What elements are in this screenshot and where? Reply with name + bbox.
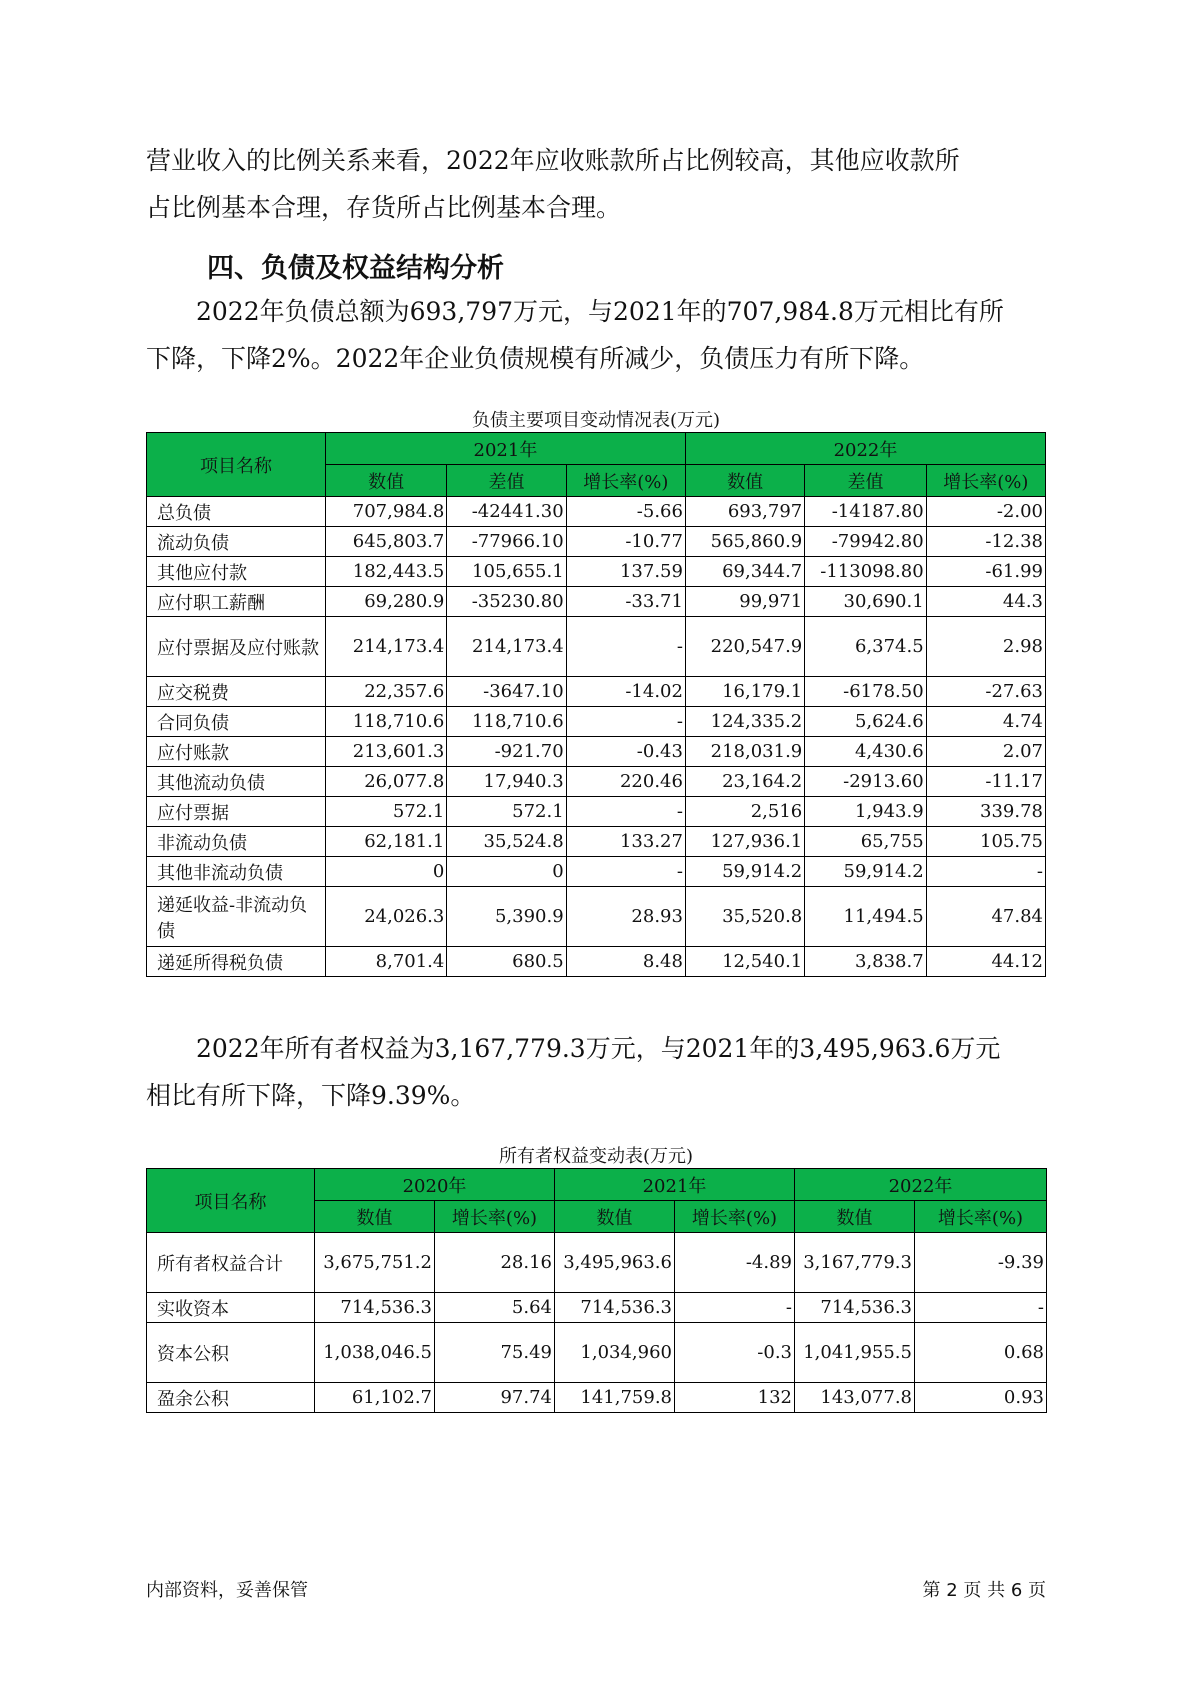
table-cell: 182,443.5 [325,557,446,587]
table-cell: -14187.80 [805,497,926,527]
row-label: 资本公积 [147,1323,315,1383]
table-cell: 35,520.8 [685,887,804,947]
table-cell: 35,524.8 [447,827,566,857]
table-row [147,887,1046,947]
table-cell: -2.00 [926,497,1045,527]
table-cell: -14.02 [566,677,685,707]
table-cell: 118,710.6 [447,707,566,737]
table-cell: 16,179.1 [685,677,804,707]
table-cell: 75.49 [435,1323,555,1383]
table-cell: 5,390.9 [447,887,566,947]
table-cell: 339.78 [926,797,1045,827]
table-cell: 4,430.6 [805,737,926,767]
liability-paragraph [146,288,1046,382]
table-cell: -2913.60 [805,767,926,797]
table-cell: 1,034,960 [555,1323,675,1383]
table-cell: 44.12 [926,947,1045,977]
table-cell: 565,860.9 [685,527,804,557]
table-cell: -79942.80 [805,527,926,557]
table-cell: 62,181.1 [325,827,446,857]
sub-header: 增长率(%) [435,1201,555,1233]
row-label: 应交税费 [147,677,326,707]
table-row [147,1233,1047,1293]
year-header: 2022年 [795,1169,1047,1201]
sub-header: 增长率(%) [566,465,685,497]
table-cell: 24,026.3 [325,887,446,947]
table-cell: -10.77 [566,527,685,557]
table-cell: 69,344.7 [685,557,804,587]
table-cell: 17,940.3 [447,767,566,797]
table-cell: -11.17 [926,767,1045,797]
table-cell: 0.68 [915,1323,1047,1383]
table-cell: 0 [447,857,566,887]
row-label: 应付职工薪酬 [147,587,326,617]
table-row [147,797,1046,827]
table-cell: 143,077.8 [795,1383,915,1413]
row-label: 其他非流动负债 [147,857,326,887]
table-cell: -27.63 [926,677,1045,707]
table-cell: 105,655.1 [447,557,566,587]
table-row [147,677,1046,707]
sub-header: 数值 [315,1201,435,1233]
table-cell: 8,701.4 [325,947,446,977]
table-cell: 572.1 [447,797,566,827]
table-cell: - [566,797,685,827]
table-row [147,827,1046,857]
table-row [147,1323,1047,1383]
table-row [147,767,1046,797]
table-cell: 30,690.1 [805,587,926,617]
row-label: 应付账款 [147,737,326,767]
table-cell: 214,173.4 [325,617,446,677]
table-cell: 65,755 [805,827,926,857]
table-cell: -61.99 [926,557,1045,587]
table-cell: 3,675,751.2 [315,1233,435,1293]
footer-confidential-note: 内部资料，妥善保管 [146,1580,308,1601]
sub-header: 差值 [805,465,926,497]
table-row [147,707,1046,737]
table-row [147,857,1046,887]
year-header: 2022年 [685,433,1045,465]
table-cell: 118,710.6 [325,707,446,737]
table-cell: -77966.10 [447,527,566,557]
table-cell: 12,540.1 [685,947,804,977]
table-cell: 0.93 [915,1383,1047,1413]
table-cell: 8.48 [566,947,685,977]
table-cell: 61,102.7 [315,1383,435,1413]
table-cell: 132 [675,1383,795,1413]
row-label: 实收资本 [147,1293,315,1323]
table-row [147,497,1046,527]
row-label: 递延收益-非流动负债 [147,887,326,947]
table-cell: 2.98 [926,617,1045,677]
equity-line-2: 相比有所下降，下降9.39%。 [146,1081,476,1110]
row-label: 递延所得税负债 [147,947,326,977]
table-cell: 133.27 [566,827,685,857]
table-cell: 23,164.2 [685,767,804,797]
equity-paragraph [146,1025,1046,1119]
table-cell: -0.43 [566,737,685,767]
row-label: 非流动负债 [147,827,326,857]
table-cell: 213,601.3 [325,737,446,767]
table-cell: 127,936.1 [685,827,804,857]
table-cell: -6178.50 [805,677,926,707]
row-label: 其他应付款 [147,557,326,587]
intro-line-2: 占比例基本合理，存货所占比例基本合理。 [146,193,622,222]
table-cell: - [675,1293,795,1323]
table-cell: 44.3 [926,587,1045,617]
table-cell: 5,624.6 [805,707,926,737]
year-header: 2020年 [315,1169,555,1201]
intro-line-1: 营业收入的比例关系来看，2022年应收账款所占比例较高，其他应收款所 [146,146,960,175]
equity-table [146,1168,1047,1413]
table-cell: -12.38 [926,527,1045,557]
table-cell: 105.75 [926,827,1045,857]
table-cell: 2,516 [685,797,804,827]
table-cell: 3,167,779.3 [795,1233,915,1293]
table-cell: -4.89 [675,1233,795,1293]
intro-paragraph [146,137,1046,231]
table-cell: 97.74 [435,1383,555,1413]
table-cell: 4.74 [926,707,1045,737]
table-cell: 220,547.9 [685,617,804,677]
table-cell: -0.3 [675,1323,795,1383]
table-row [147,1293,1047,1323]
table-row [147,947,1046,977]
sub-header: 数值 [685,465,804,497]
item-name-header: 项目名称 [147,433,326,497]
table-cell: -35230.80 [447,587,566,617]
sub-header: 差值 [447,465,566,497]
table-cell: 707,984.8 [325,497,446,527]
liability-line-1: 2022年负债总额为693,797万元，与2021年的707,984.8万元相比有所 [196,297,1004,326]
table-cell: - [915,1293,1047,1323]
table-cell: 124,335.2 [685,707,804,737]
table-cell: 1,041,955.5 [795,1323,915,1383]
row-label: 应付票据 [147,797,326,827]
liability-table [146,432,1046,977]
table-row [147,557,1046,587]
table-row [147,587,1046,617]
table-cell: 3,495,963.6 [555,1233,675,1293]
table-cell: - [566,617,685,677]
table-cell: 59,914.2 [805,857,926,887]
table-cell: - [566,707,685,737]
row-label: 总负债 [147,497,326,527]
table-cell: 714,536.3 [555,1293,675,1323]
table-cell: -5.66 [566,497,685,527]
row-label: 其他流动负债 [147,767,326,797]
section-heading: 四、负债及权益结构分析 [207,253,504,284]
table-cell: 714,536.3 [315,1293,435,1323]
table-cell: 99,971 [685,587,804,617]
table-cell: 714,536.3 [795,1293,915,1323]
row-label: 合同负债 [147,707,326,737]
table-cell: 141,759.8 [555,1383,675,1413]
table-cell: -33.71 [566,587,685,617]
table-cell: - [926,857,1045,887]
item-name-header: 项目名称 [147,1169,315,1233]
table-cell: 693,797 [685,497,804,527]
table-cell: 3,838.7 [805,947,926,977]
sub-header: 数值 [555,1201,675,1233]
table-cell: 11,494.5 [805,887,926,947]
table-row [147,527,1046,557]
row-label: 流动负债 [147,527,326,557]
table-cell: 28.16 [435,1233,555,1293]
footer-page-number: 第 2 页 共 6 页 [922,1580,1046,1601]
liability-table-caption: 负债主要项目变动情况表(万元) [471,410,721,431]
table-cell: 22,357.6 [325,677,446,707]
row-label: 所有者权益合计 [147,1233,315,1293]
table-row [147,617,1046,677]
table-cell: 680.5 [447,947,566,977]
table-cell: 137.59 [566,557,685,587]
table-cell: 218,031.9 [685,737,804,767]
table-cell: 1,943.9 [805,797,926,827]
sub-header: 增长率(%) [915,1201,1047,1233]
liability-line-2: 下降，下降2%。2022年企业负债规模有所减少，负债压力有所下降。 [146,344,925,373]
table-cell: 645,803.7 [325,527,446,557]
table-cell: -921.70 [447,737,566,767]
year-header: 2021年 [555,1169,795,1201]
table-row [147,1383,1047,1413]
table-cell: 572.1 [325,797,446,827]
row-label: 应付票据及应付账款 [147,617,326,677]
table-cell: 28.93 [566,887,685,947]
table-cell: -3647.10 [447,677,566,707]
table-cell: -113098.80 [805,557,926,587]
table-cell: 5.64 [435,1293,555,1323]
table-row [147,737,1046,767]
equity-line-1: 2022年所有者权益为3,167,779.3万元，与2021年的3,495,963.6万元 [196,1034,1001,1063]
table-cell: 47.84 [926,887,1045,947]
table-cell: 2.07 [926,737,1045,767]
row-label: 盈余公积 [147,1383,315,1413]
table-cell: 6,374.5 [805,617,926,677]
sub-header: 增长率(%) [926,465,1045,497]
equity-table-caption: 所有者权益变动表(万元) [498,1146,694,1167]
table-cell: 26,077.8 [325,767,446,797]
table-cell: 59,914.2 [685,857,804,887]
table-cell: 1,038,046.5 [315,1323,435,1383]
year-header: 2021年 [325,433,685,465]
table-cell: 220.46 [566,767,685,797]
sub-header: 增长率(%) [675,1201,795,1233]
table-cell: 69,280.9 [325,587,446,617]
sub-header: 数值 [325,465,446,497]
sub-header: 数值 [795,1201,915,1233]
table-cell: -9.39 [915,1233,1047,1293]
table-cell: -42441.30 [447,497,566,527]
table-cell: 214,173.4 [447,617,566,677]
table-cell: 0 [325,857,446,887]
table-cell: - [566,857,685,887]
